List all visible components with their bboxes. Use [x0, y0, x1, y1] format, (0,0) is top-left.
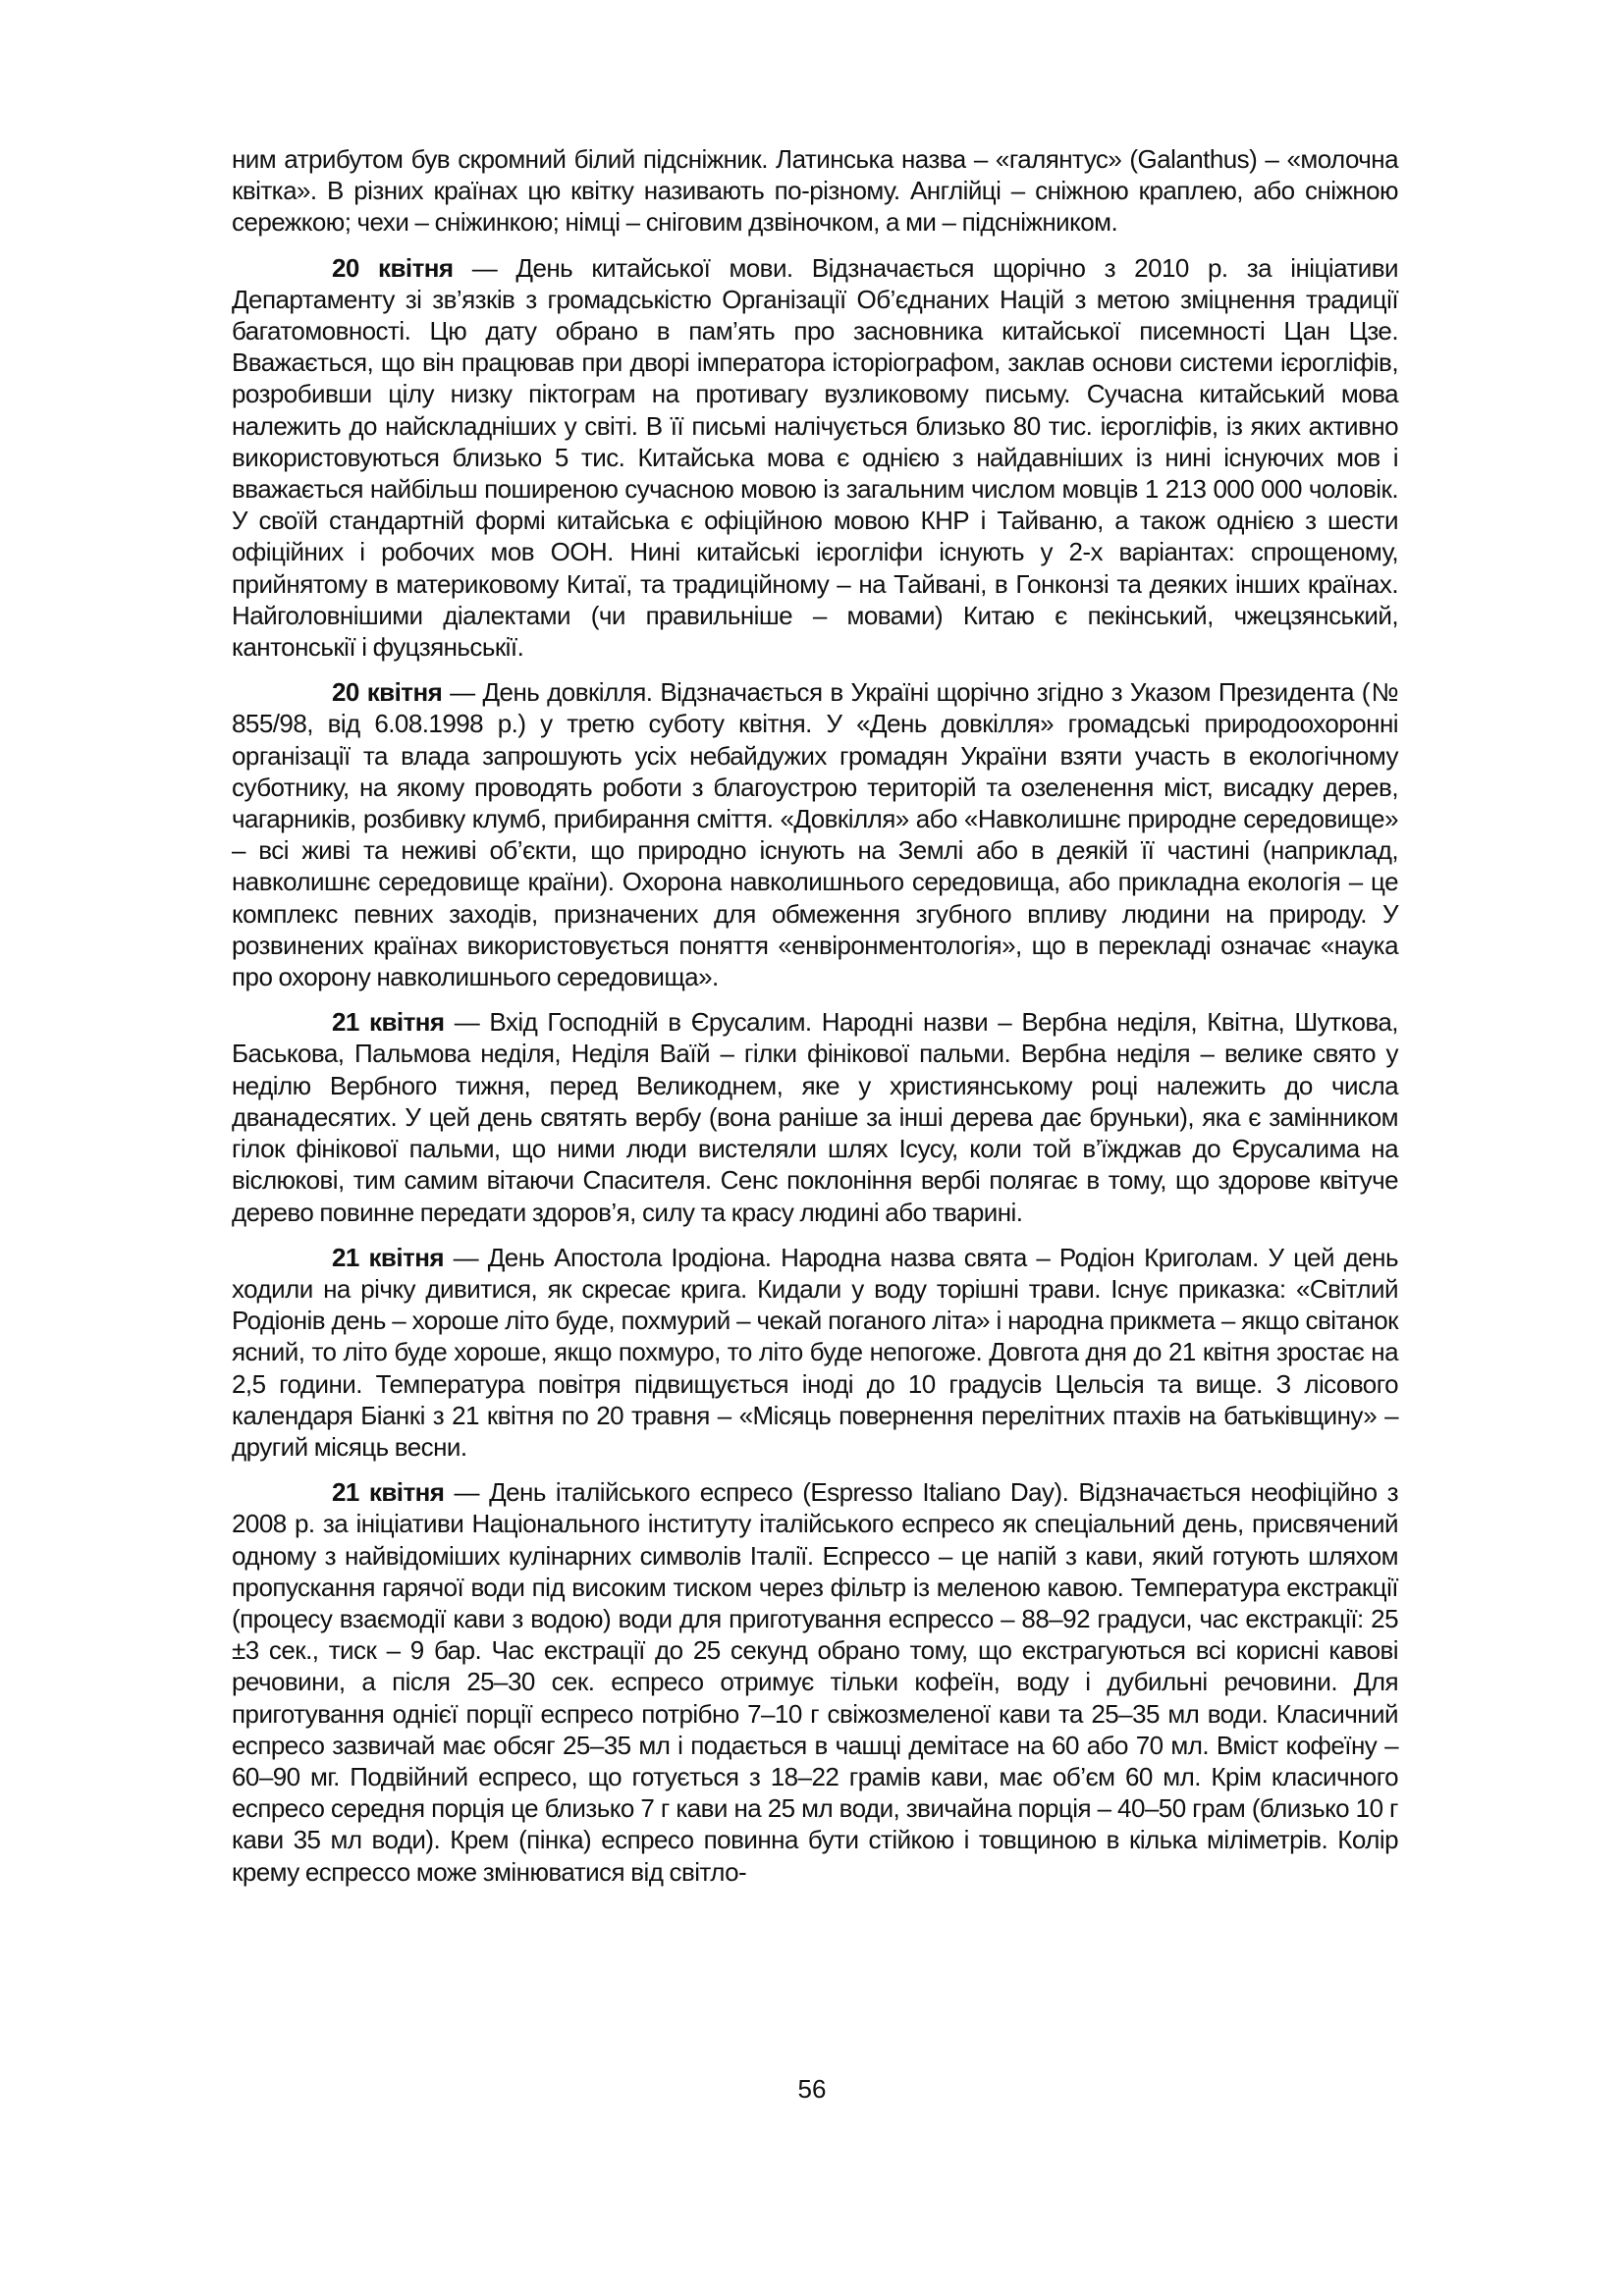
paragraph-environment-day — [232, 676, 1398, 992]
paragraph-date: 21 квітня — [332, 1477, 445, 1508]
paragraph-apostle-herodion-day — [232, 1242, 1398, 1463]
paragraph-date: 21 квітня — [332, 1242, 444, 1272]
paragraph-date: 20 квітня — [332, 252, 454, 283]
paragraph-separator: — — [442, 677, 483, 708]
paragraph-palm-sunday — [232, 1006, 1398, 1227]
paragraph-date: 21 квітня — [332, 1007, 445, 1038]
paragraph-espresso-day — [232, 1476, 1398, 1888]
paragraph-chinese-language-day — [232, 252, 1398, 664]
paragraph-text: День італійського еспресо (Espresso Italiano Day). Відзначається неофіційно з 2008 р. за ініціативи Національного інституту італійського еспресо як спеціальний день, присвячений одному з найвідоміших кулінарних символів Італії. Еспрессо – це напій з кави, який готують шляхом пропускання гарячої води під високим тиском через фільтр із меленою кавою. Температура екстракції (процесу взаємодії кави з водою) води для приготування еспрессо – 88–92 градуси, час екстракції: 25 ±3 сек., тиск – 9 бар. Час екстрації до 25 секунд обрано тому, що екстрагуються всі корисні кавові речовини, а після 25–30 сек. еспресо отримує тільки кофеїн, воду і дубильні речовини. Для приготування однієї порції еспресо потрібно 7–10 г свіжозмеленої кави та 25–35 мл води. Класичний еспресо зазвичай має обсяг 25–35 мл і подається в чашці демітасе на 60 або 70 мл. Вміст кофеїну – 60–90 мг. Подвійний еспресо, що готується з 18–22 грамів кави, має об’єм 60 мл. Крім класичного еспресо середня порція це близько 7 г кави на 25 мл води, звичайна порція – 40–50 грам (близько 10 г кави 35 мл води). Крем (пінка) еспресо повинна бути стійкою і товщиною в кілька міліметрів. Колір крему еспрессо може змінюватися від світло- — [232, 1477, 1398, 1887]
paragraph-separator: — — [444, 1007, 490, 1038]
paragraph-separator: — — [444, 1242, 488, 1272]
paragraph-text: Вхід Господній в Єрусалим. Народні назви – Вербна неділя, Квітна, Шуткова, Баськова, Пальмова неділя, Неділя Ваїй – гілки фінікової пальми. Вербна неділя – велике свято у неділю Вербного тижня, перед Великоднем, яке у християнському році належить до числа дванадесятих. У цей день святять вербу (вона раніше за інші дерева дає бруньки), яка є замінником гілок фінікової пальми, що ними люди вистеляли шлях Ісусу, коли той в’їжджав до Єрусалима на віслюкові, тим самим вітаючи Спасителя. Сенс поклоніння вербі полягає в тому, що здорове квітуче дерево повинне передати здоров’я, силу та красу людині або тварині. — [232, 1007, 1398, 1227]
paragraph-separator: — — [453, 252, 516, 283]
paragraph-separator: — — [444, 1477, 490, 1508]
page-body — [232, 143, 1398, 1901]
paragraph-date: 20 квітня — [332, 677, 443, 708]
paragraph-text: День Апостола Іродіона. Народна назва свята – Родіон Криголам. У цей день ходили на річку дивитися, як скресає крига. Кидали у воду торішні трави. Існує приказка: «Світлий Родіонів день – хороше літо буде, похмурий – чекай поганого літа» і народна прикмета – якщо світанок ясний, то літо буде хороше, якщо похмуро, то літо буде непогоже. Довгота дня до 21 квітня зростає на 2,5 години. Температура повітря підвищується іноді до 10 градусів Цельсія та вище. З лісового календаря Біанкі з 21 квітня по 20 травня – «Місяць повернення перелітних птахів на батьківщину» – другий місяць весни. — [232, 1242, 1398, 1462]
paragraph-snowdrop-continuation — [232, 143, 1398, 239]
paragraph-text: День китайської мови. Відзначається щорічно з 2010 р. за ініціативи Департаменту зі зв’язків з громадськістю Організації Об’єднаних Націй з метою зміцнення традиції багатомовності. Цю дату обрано в пам’ять про засновника китайської писемності Цан Цзе. Вважається, що він працював при дворі імператора історіографом, заклав основи системи ієрогліфів, розробивши цілу низку піктограм на противагу вузликовому письму. Сучасна китайський мова належить до найскладніших у світі. В її письмі налічується близько 80 тис. ієрогліфів, із яких активно використовуються близько 5 тис. Китайська мова є однією з найдавніших із нині існуючих мов і вважається найбільш поширеною сучасною мовою із загальним числом мовців 1 213 000 000 чоловік. У своїй стандартній формі китайська є офіційною мовою КНР і Тайваню, а також однією з шести офіційних і робочих мов ООН. Нині китайські ієрогліфи існують у 2-х варіантах: спрощеному, прийнятому в материковому Китаї, та традиційному – на Тайвані, в Гонконзі та деяких інших країнах. Найголовнішими діалектами (чи правильніше – мовами) Китаю є пекінський, чжецзянський, кантонськії і фуцзяньськії. — [232, 252, 1398, 663]
paragraph-text: ним атрибутом був скромний білий підсніжник. Латинська назва – «галянтус» (Galanthus) – «молочна квітка». В різних країнах цю квітку називають по-різному. Англійці – сніжною краплею, або сніжною сережкою; чехи – сніжинкою; німці – сніговим дзвіночком, а ми – підсніжником. — [232, 144, 1398, 238]
paragraph-text: День довкілля. Відзначається в Україні щорічно згідно з Указом Президента (№ 855/98, від 6.08.1998 р.) у третю суботу квітня. У «День довкілля» громадські природоохоронні організації та влада запрошують усіх небайдужих громадян України взяти участь в екологічному суботнику, на якому проводять роботи з благоустрою територій та озеленення міст, висадку дерев, чагарників, розбивку клумб, прибирання сміття. «Довкілля» або «Навколишнє природне середовище» – всі живі та неживі об’єкти, що природно існують на Землі або в деякій її частині (наприклад, навколишнє середовище країни). Охорона навколишнього середовища, або прикладна екологія – це комплекс певних заходів, призначених для обмеження згубного впливу людини на природу. У розвинених країнах використовується поняття «енвіронментологія», що в перекладі означає «наука про охорону навколишнього середовища». — [232, 677, 1398, 992]
page-number: 56 — [797, 2074, 827, 2104]
